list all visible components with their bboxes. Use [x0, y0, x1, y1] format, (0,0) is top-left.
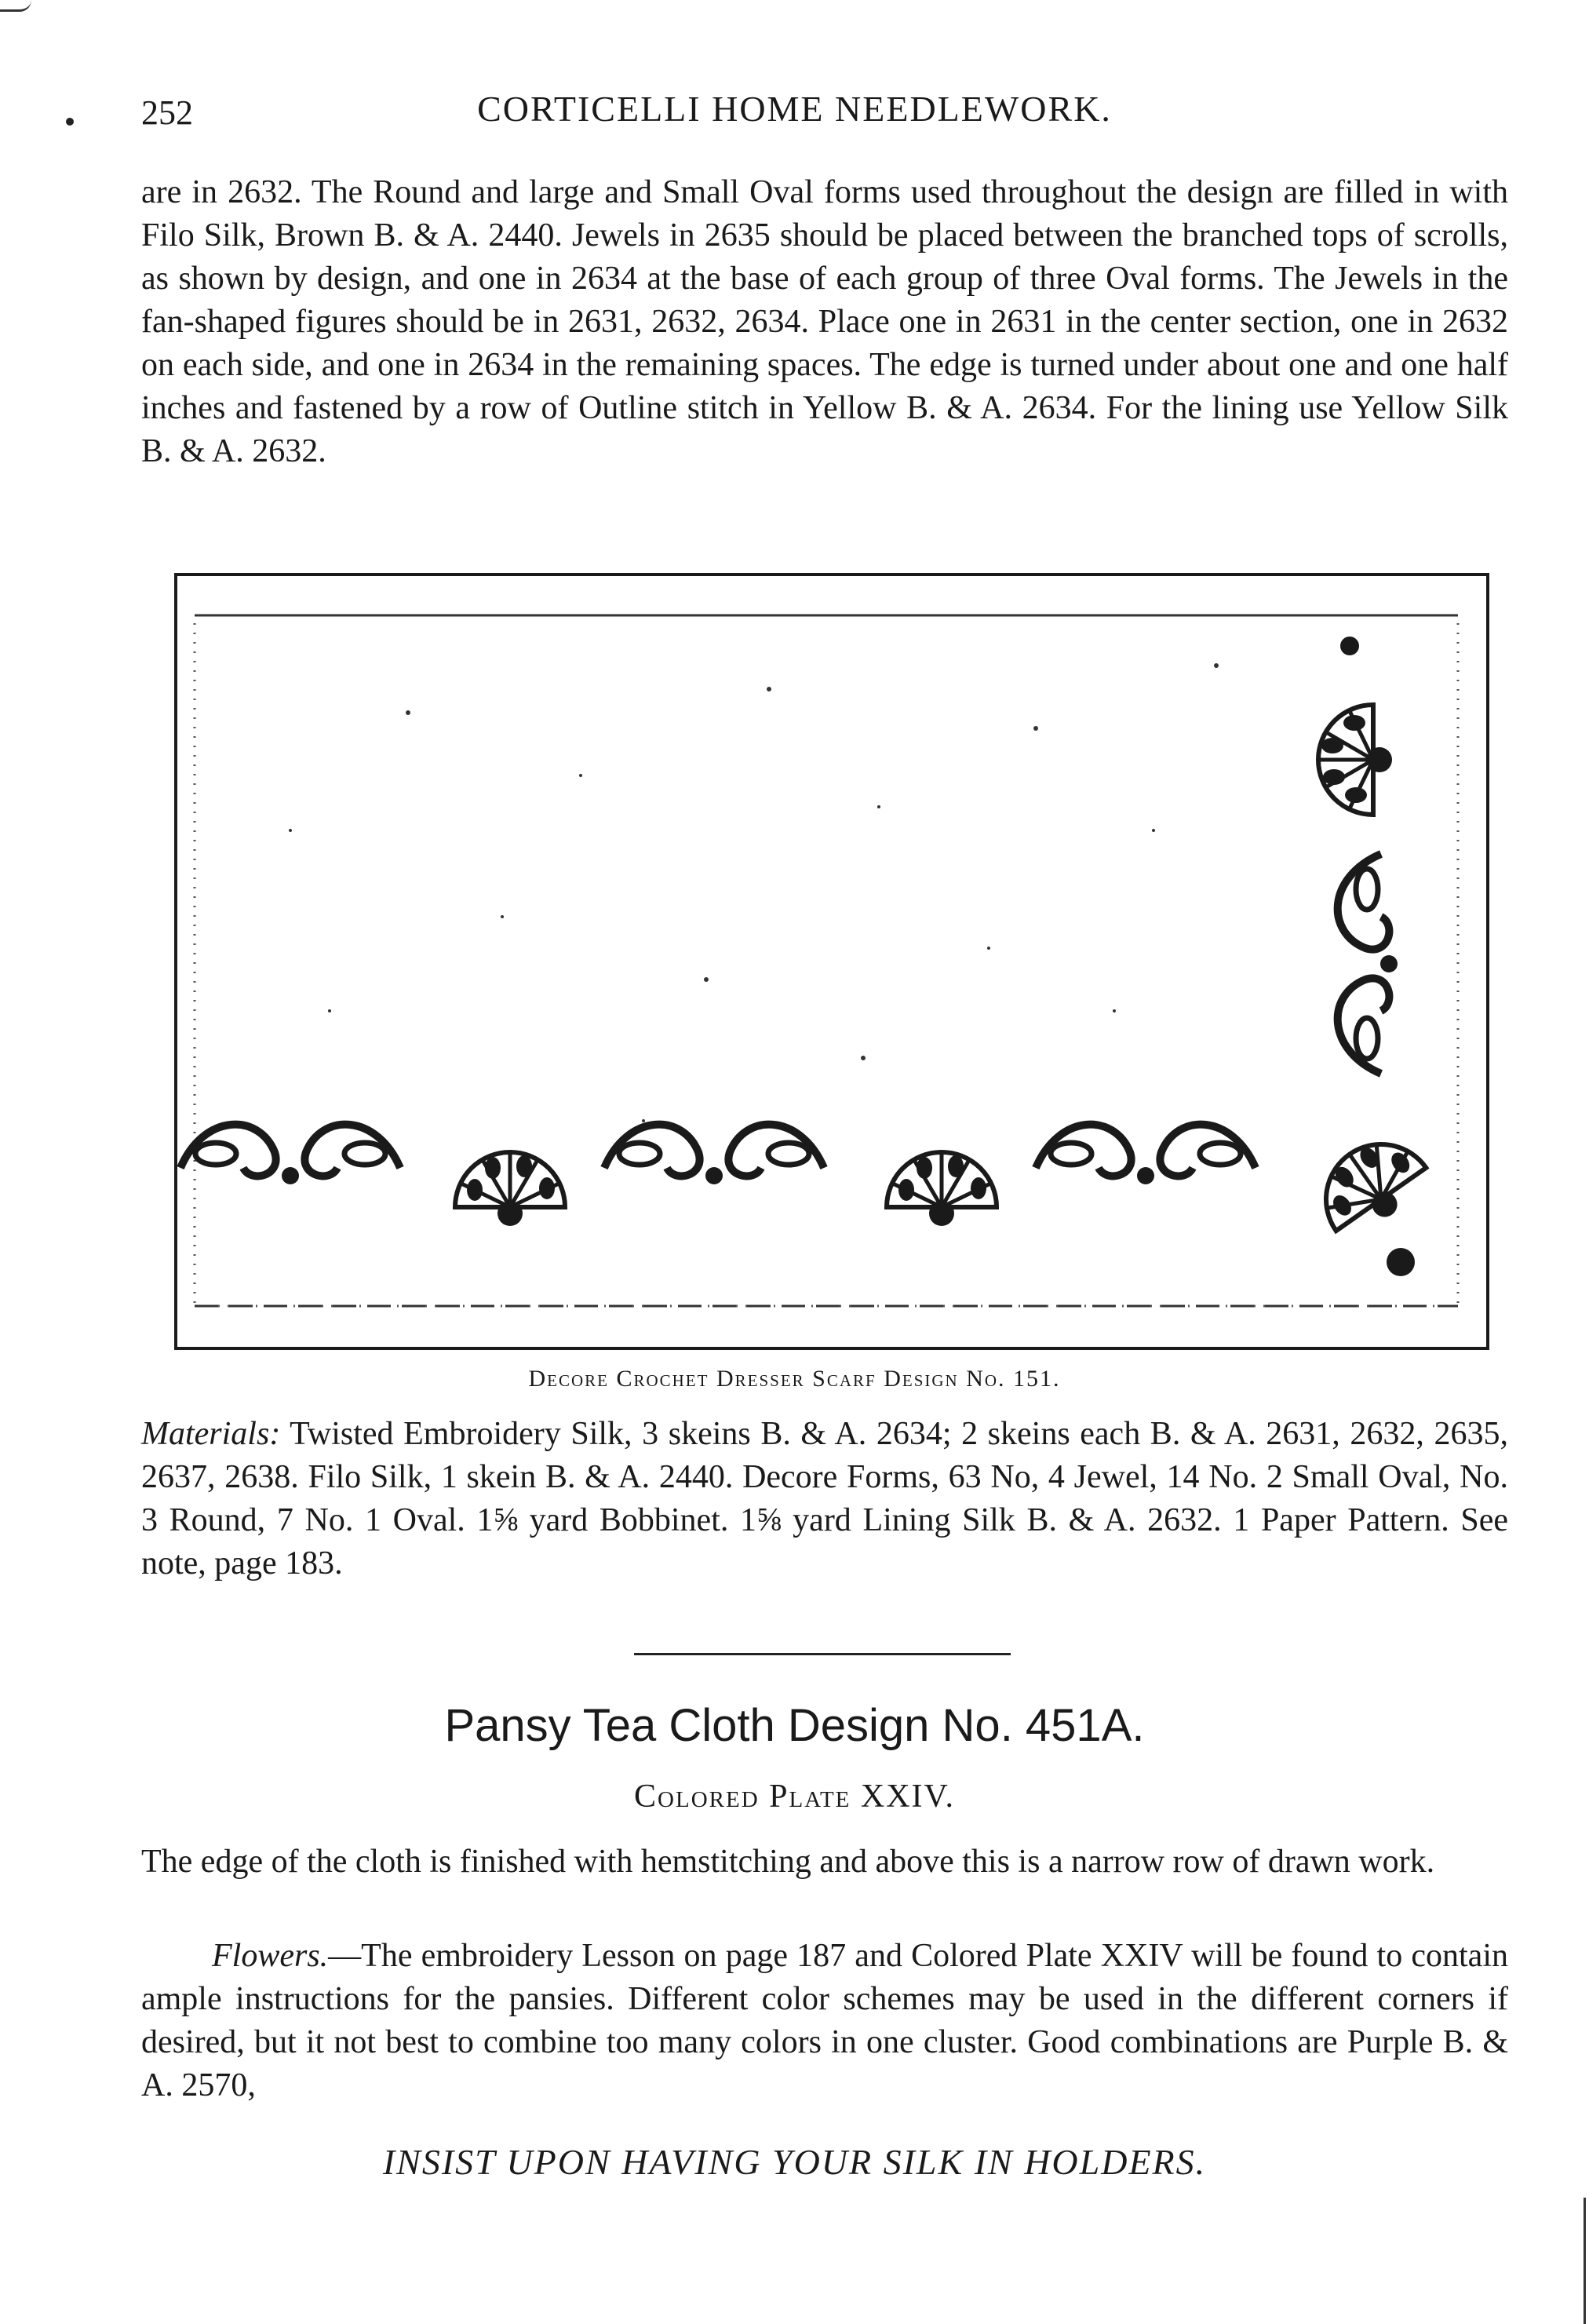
figure-caption: Decore Crochet Dresser Scarf Design No. 151.	[528, 1366, 1061, 1392]
section-divider	[634, 1653, 1011, 1655]
flowers-text: —The embroidery Lesson on page 187 and Colored Plate XXIV will be found to contain ample instructions for the pansies. Different color schemes may be used in the different corners if desired, but it not best to combine too many colors in one cluster. Good combinations are Purple B. & A. 2570,	[141, 1938, 1508, 2103]
materials-label: Materials:	[141, 1416, 281, 1452]
section-subtitle: Colored Plate XXIV.	[634, 1779, 955, 1815]
footer-slogan: INSIST UPON HAVING YOUR SILK IN HOLDERS.	[382, 2142, 1207, 2182]
dresser-scarf-illustration	[173, 571, 1491, 1352]
scan-edge-mark	[1584, 2198, 1586, 2324]
running-title: CORTICELLI HOME NEEDLEWORK.	[477, 89, 1112, 129]
materials-text: Twisted Embroidery Silk, 3 skeins B. & A. 2634; 2 skeins each B. & A. 2631, 2632, 2635, 2637, 2638. Filo Silk, 1 skein B. & A. 2440. Decore Forms, 63 No, 4 Jewel, 14 No. 2 Small Oval, No. 3 Round, 7 No. 1 Oval. 1⅝ yard Bobbinet. 1⅝ yard Lining Silk B. & A. 2632. 1 Paper Pattern. See note, page 183.	[141, 1416, 1508, 1582]
scan-corner-mark	[0, 0, 31, 12]
materials-paragraph	[141, 1413, 1508, 1585]
flowers-label: Flowers.	[212, 1938, 329, 1974]
page-number: 252	[141, 93, 193, 132]
flowers-paragraph	[141, 1935, 1508, 2107]
section-title: Pansy Tea Cloth Design No. 451A.	[444, 1700, 1145, 1751]
tea-cloth-paragraph: The edge of the cloth is finished with hemstitching and above this is a narrow row of drawn work.	[141, 1844, 1435, 1880]
intro-paragraph: are in 2632. The Round and large and Small Oval forms used throughout the design are filled in with Filo Silk, Brown B. & A. 2440. Jewels in 2635 should be placed between the branched tops of scrolls, as shown by design, and one in 2634 at the base of each group of three Oval forms. The Jewels in the fan-shaped figures should be in 2631, 2632, 2634. Place one in 2631 in the center section, one in 2632 on each side, and one in 2634 in the remaining spaces. The edge is turned under about one and one half inches and fastened by a row of Outline stitch in Yellow B. & A. 2634. For the lining use Yellow Silk B. & A. 2632.	[141, 174, 1508, 469]
